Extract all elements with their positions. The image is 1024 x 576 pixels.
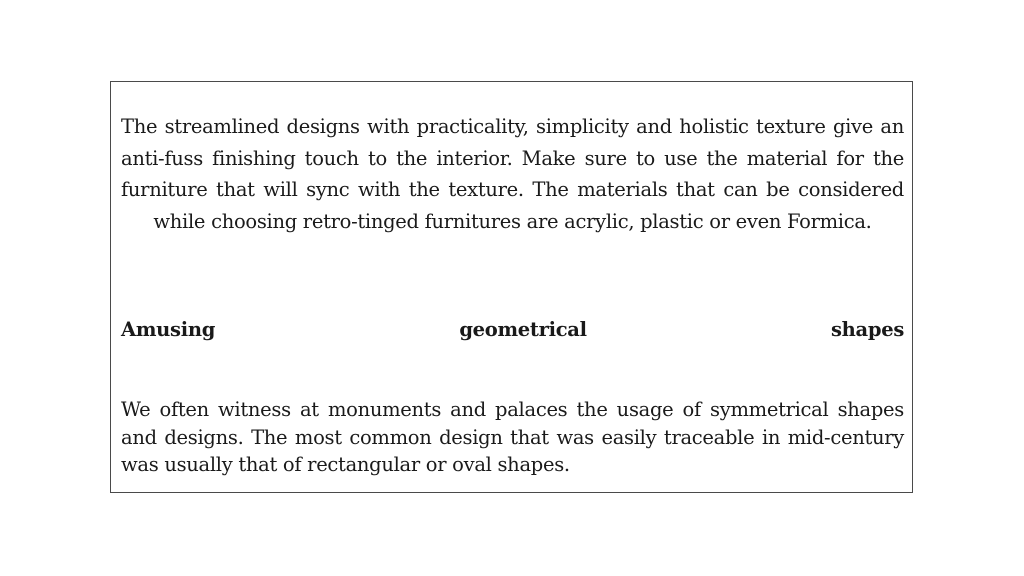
body-paragraph-retro-materials: The streamlined designs with practicality, simplicity and holistic texture give an anti-fuss finishing touch to the interior. Make sure to use the material for the furniture that will sync with the texture. The materials that can be considered while choosing retro-tinged furnitures are acrylic, plastic or even Formica. <box>121 115 904 233</box>
section-heading: Amusing geometrical shapes <box>121 318 904 341</box>
body-paragraph-geometric-shapes: We often witness at monuments and palaces the usage of symmetrical shapes and designs. The most common design that was easily traceable in mid-century was usually that of rectangular or oval shapes. <box>121 398 904 476</box>
text-box <box>110 81 913 493</box>
